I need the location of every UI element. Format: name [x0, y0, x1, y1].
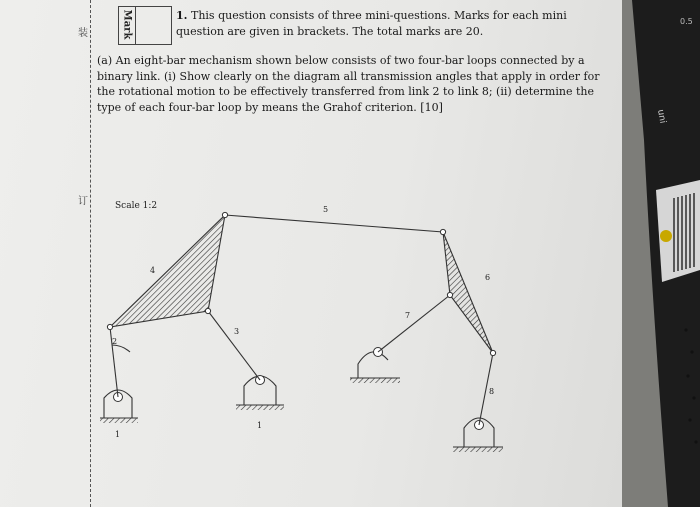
- ground-4-hatch: [453, 447, 503, 452]
- pen-model: 0.5: [680, 17, 693, 26]
- label-link-6: 6: [485, 273, 491, 282]
- joint-a: [107, 324, 112, 329]
- ground-1-hatch: [100, 418, 138, 423]
- question-intro-text: This question consists of three mini-questions. Marks for each mini question are given in brackets. The total marks are 20.: [176, 9, 567, 38]
- joint-c: [205, 308, 210, 313]
- margin-char-top: 装: [78, 28, 88, 39]
- pen-accent-dot: [660, 230, 672, 242]
- label-link-2: 2: [112, 337, 118, 346]
- pen: [622, 0, 700, 507]
- question-number: 1.: [176, 9, 188, 22]
- question-part-a: (a) An eight-bar mechanism shown below consists of two four-bar loops connected by a binary link. (i) Show clearly on the diagram all transmission angles that apply in order for the rotational motion to be effectively transferred from link 2 to link 8; (ii) determine the type of each four-bar loop by means the Grahof criterion. [10]: [97, 54, 600, 114]
- label-ground-1a: 1: [115, 430, 121, 439]
- mark-label: Mark: [121, 9, 133, 40]
- ground-2-hatch: [236, 405, 284, 410]
- label-link-4: 4: [150, 266, 156, 275]
- pen-brand: uni: [655, 108, 668, 125]
- label-link-7: 7: [405, 311, 411, 320]
- margin-char-mid: 订: [78, 196, 88, 207]
- joint-d: [440, 229, 445, 234]
- link-5: [225, 215, 443, 232]
- scale-label: Scale 1:2: [115, 201, 158, 211]
- joint-e: [447, 292, 452, 297]
- label-link-3: 3: [234, 327, 240, 336]
- link-7: [378, 295, 450, 352]
- label-link-8: 8: [489, 387, 495, 396]
- support-3: [358, 352, 388, 378]
- label-link-5: 5: [323, 205, 329, 214]
- link-3: [208, 311, 260, 380]
- joint-f: [490, 350, 495, 355]
- link-2-crank-mark: [112, 345, 130, 352]
- ground-3-hatch: [350, 378, 400, 383]
- label-ground-1b: 1: [257, 421, 263, 430]
- joint-b: [222, 212, 227, 217]
